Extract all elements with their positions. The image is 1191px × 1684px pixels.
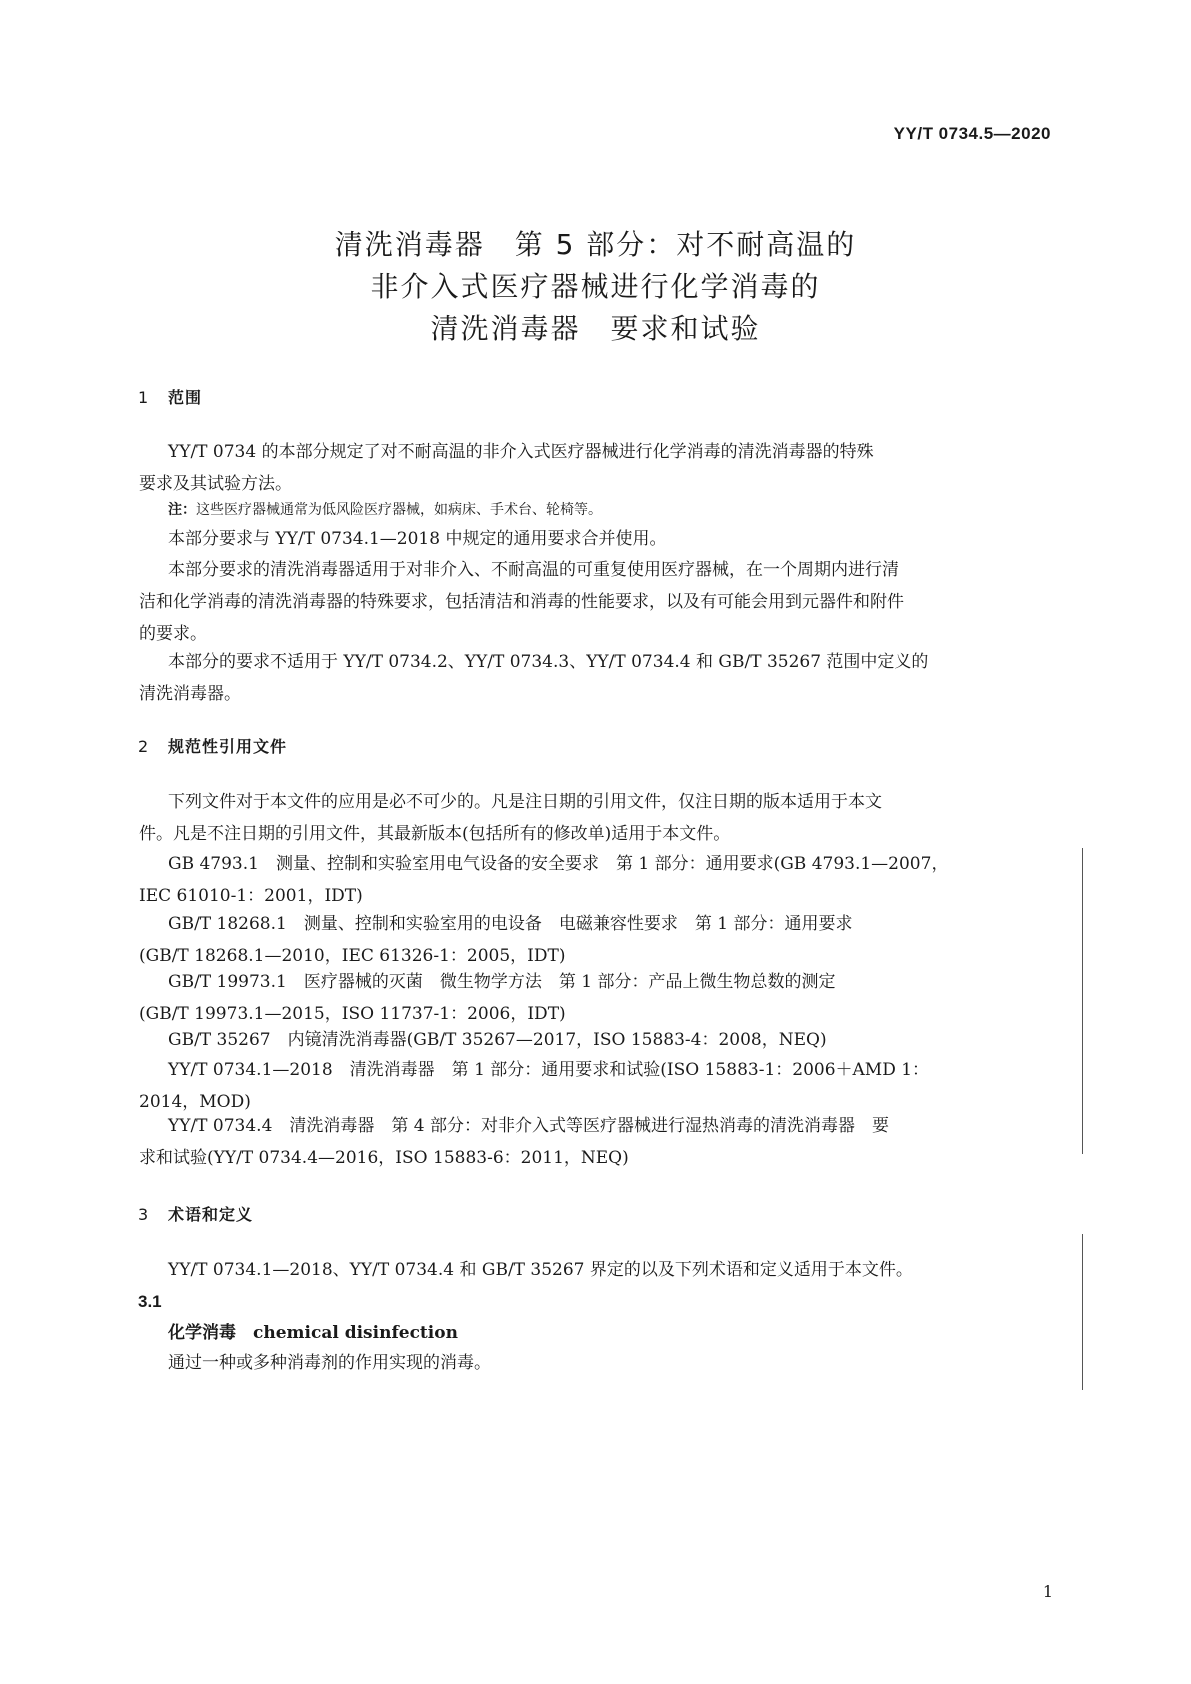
- reference-line: 求和试验(YY/T 0734.4—2016，ISO 15883-6：2011，NEQ): [139, 1148, 629, 1168]
- note: [168, 498, 602, 522]
- paragraph-line: YY/T 0734 的本部分规定了对不耐高温的非介入式医疗器械进行化学消毒的清洗消毒器的特殊: [168, 442, 874, 462]
- reference-item: [139, 966, 1048, 1030]
- reference-line: YY/T 0734.4 清洗消毒器 第 4 部分：对非介入式等医疗器械进行湿热消毒的清洗消毒器 要: [168, 1116, 890, 1136]
- reference-item: [139, 908, 1048, 972]
- paragraph-line: 本部分要求与 YY/T 0734.1—2018 中规定的通用要求合并使用。: [168, 529, 667, 549]
- reference-line: (GB/T 19973.1—2015，ISO 11737-1：2006，IDT): [139, 1004, 566, 1024]
- paragraph: [139, 436, 1048, 500]
- reference-line: 2014，MOD): [139, 1092, 251, 1112]
- section-2-heading: [138, 734, 287, 757]
- note-label: 注：: [168, 502, 196, 518]
- paragraph-line: 本部分的要求不适用于 YY/T 0734.2、YY/T 0734.3、YY/T 0734.4 和 GB/T 35267 范围中定义的: [168, 652, 929, 672]
- reference-line: GB 4793.1 测量、控制和实验室用电气设备的安全要求 第 1 部分：通用要求(GB 4793.1—2007，: [168, 854, 949, 874]
- paragraph-line: 洁和化学消毒的清洗消毒器的特殊要求，包括清洁和消毒的性能要求，以及有可能会用到元器件和附件: [139, 592, 904, 612]
- paragraph: [139, 554, 1048, 650]
- paragraph-line: 件。凡是不注日期的引用文件，其最新版本(包括所有的修改单)适用于本文件。: [139, 824, 731, 844]
- title-line-3: 清洗消毒器 要求和试验: [430, 312, 761, 345]
- reference-line: YY/T 0734.1—2018 清洗消毒器 第 1 部分：通用要求和试验(ISO 15883-1：2006＋AMD 1：: [168, 1060, 930, 1080]
- document-title: [0, 224, 1191, 350]
- section-number: 3: [138, 1205, 150, 1224]
- title-line-1: 清洗消毒器 第 5 部分：对不耐高温的: [334, 228, 857, 261]
- paragraph-line: 本部分要求的清洗消毒器适用于对非介入、不耐高温的可重复使用医疗器械，在一个周期内进行清: [168, 560, 899, 580]
- paragraph-line: 要求及其试验方法。: [139, 474, 292, 494]
- term-name: 化学消毒 chemical disinfection: [168, 1323, 458, 1343]
- paragraph: [168, 1254, 1048, 1286]
- section-title: 规范性引用文件: [168, 737, 288, 756]
- reference-line: (GB/T 18268.1—2010，IEC 61326-1：2005，IDT): [139, 946, 566, 966]
- page-number: 1: [1042, 1582, 1053, 1601]
- reference-item: [139, 1054, 1048, 1118]
- reference-line: GB/T 18268.1 测量、控制和实验室用的电设备 电磁兼容性要求 第 1 部分：通用要求: [168, 914, 853, 934]
- change-bar: [1082, 848, 1083, 1154]
- paragraph: [168, 523, 1048, 555]
- reference-line: GB/T 19973.1 医疗器械的灭菌 微生物学方法 第 1 部分：产品上微生物总数的测定: [168, 972, 836, 992]
- reference-line: GB/T 35267 内镜清洗消毒器(GB/T 35267—2017，ISO 15883-4：2008，NEQ): [168, 1030, 827, 1050]
- paragraph: [139, 646, 1048, 710]
- change-bar: [1082, 1234, 1083, 1390]
- paragraph: [139, 786, 1048, 850]
- section-1-heading: [138, 385, 202, 408]
- section-number: 1: [138, 388, 150, 407]
- paragraph-line: 下列文件对于本文件的应用是必不可少的。凡是注日期的引用文件，仅注日期的版本适用于本文: [168, 792, 882, 812]
- title-line-2: 非介入式医疗器械进行化学消毒的: [370, 270, 821, 303]
- reference-line: IEC 61010-1：2001，IDT): [139, 886, 363, 906]
- paragraph-line: YY/T 0734.1—2018、YY/T 0734.4 和 GB/T 35267 界定的以及下列术语和定义适用于本文件。: [168, 1260, 913, 1280]
- paragraph-line: 的要求。: [139, 624, 207, 644]
- reference-item: [139, 1110, 1048, 1174]
- term-definition: 通过一种或多种消毒剂的作用实现的消毒。: [168, 1353, 491, 1373]
- standard-code: YY/T 0734.5—2020: [893, 124, 1051, 143]
- section-title: 范围: [168, 388, 203, 407]
- reference-item: [168, 1024, 1048, 1056]
- note-text: 这些医疗器械通常为低风险医疗器械，如病床、手术台、轮椅等。: [196, 502, 602, 518]
- term-number: 3.1: [138, 1292, 162, 1311]
- section-title: 术语和定义: [168, 1205, 254, 1224]
- section-3-heading: [138, 1202, 253, 1225]
- paragraph-line: 清洗消毒器。: [139, 684, 241, 704]
- section-number: 2: [138, 737, 150, 756]
- reference-item: [139, 848, 1048, 912]
